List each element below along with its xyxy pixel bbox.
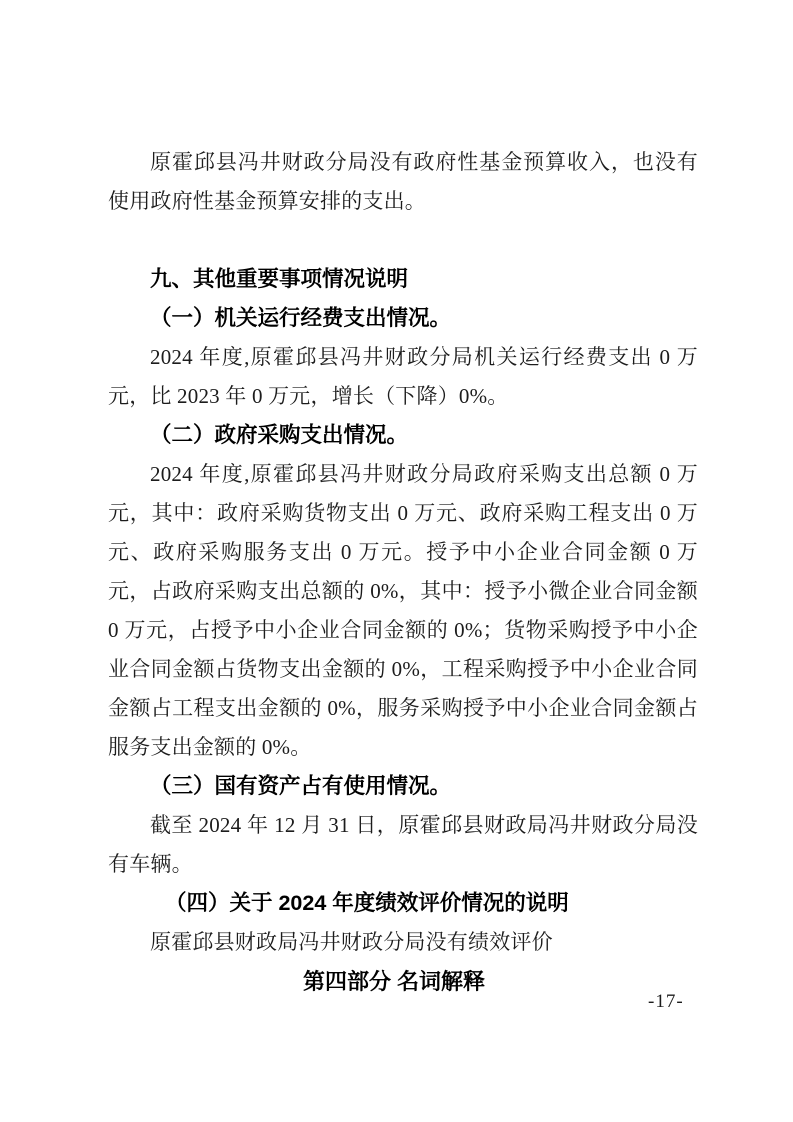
blank-line-spacer (108, 221, 698, 260)
heading-part-four-glossary: 第四部分 名词解释 (302, 969, 486, 994)
heading-sub-four-performance-evaluation: （四）关于 2024 年度绩效评价情况的说明 (165, 891, 569, 915)
paragraph-procurement: 2024 年度,原霍邱县冯井财政分局政府采购支出总额 0 万元，其中：政府采购货物支出 0 万元、政府采购工程支出 0 万元、政府采购服务支出 0 万元。授予中小企业合同金额 0 万元，占政府采购支出总额的 0%，其中：授予小微企业合同金额 0 万元，占授予中小企业合同金额的 0%；货物采购授予中小企业合同金额占货物支出金额的 0%，工程采购授予中小企业合同金额占工程支出金额的 0%，服务采购授予中小企业合同金额占服务支出金额的 0%。 (108, 462, 698, 759)
heading-sub-three-state-assets: （三）国有资产占有使用情况。 (150, 774, 452, 798)
paragraph-operating-expenses: 2024 年度,原霍邱县冯井财政分局机关运行经费支出 0 万元，比 2023 年 0 万元，增长（下降）0%。 (108, 345, 698, 408)
heading-sub-one-operating-expenses: （一）机关运行经费支出情况。 (150, 306, 452, 330)
document-body (108, 143, 698, 1001)
paragraph-state-assets: 截至 2024 年 12 月 31 日，原霍邱县财政局冯井财政分局没有车辆。 (108, 813, 698, 876)
heading-section-nine: 九、其他重要事项情况说明 (150, 267, 409, 291)
page-number: -17- (648, 991, 684, 1012)
paragraph-performance-evaluation: 原霍邱县财政局冯井财政分局没有绩效评价 (150, 930, 553, 954)
paragraph-government-fund: 原霍邱县冯井财政分局没有政府性基金预算收入，也没有使用政府性基金预算安排的支出。 (108, 150, 698, 213)
heading-sub-two-procurement: （二）政府采购支出情况。 (150, 423, 409, 447)
